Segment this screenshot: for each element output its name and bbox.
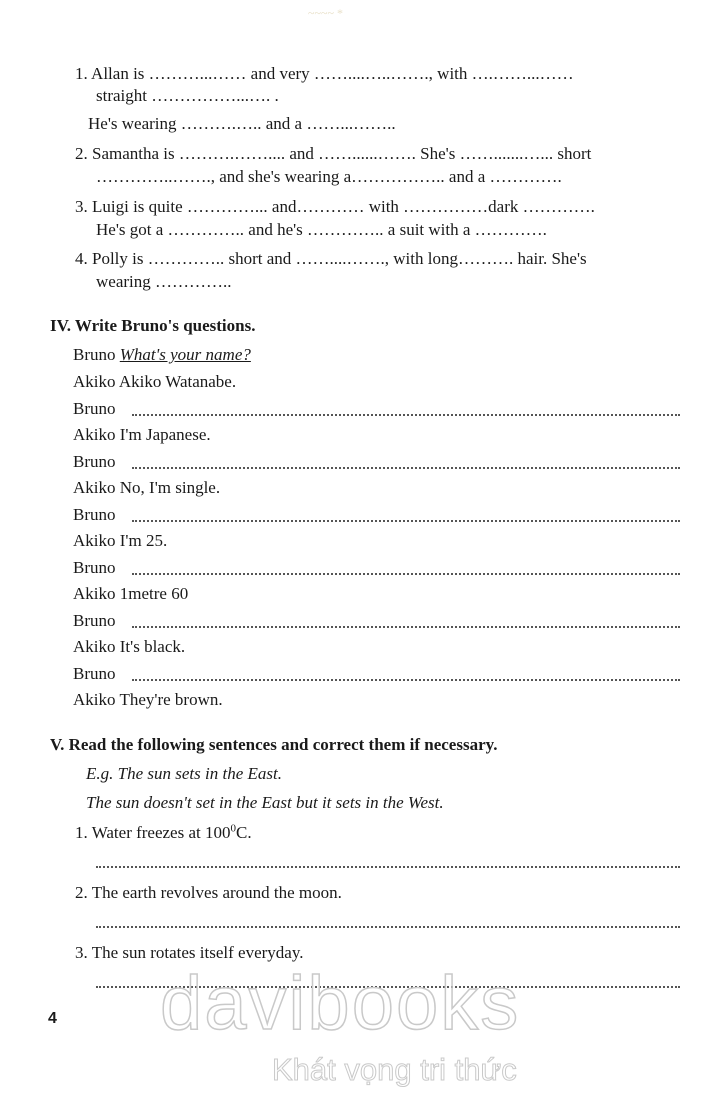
ex3-line-5: …………..……., and she's wearing a…………….. and a …………. (96, 167, 562, 186)
degree-superscript: 0 (230, 822, 236, 835)
dialog-answer-6 (73, 637, 185, 657)
dialog-question-2: Bruno (73, 452, 116, 471)
ex3-line-1: 1. Allan is ………...…… and very ……....…..……., with ….……...…… (75, 64, 574, 83)
dialog-question-1: Bruno (73, 399, 116, 418)
dialog-question-6: Bruno (73, 664, 116, 683)
answer-line[interactable] (96, 926, 680, 928)
answer-line[interactable] (132, 626, 680, 628)
speaker-label: Akiko (73, 584, 116, 603)
dialog-answer-7 (73, 690, 223, 710)
ex3-line-9: wearing ………….. (96, 272, 232, 291)
answer-line[interactable] (132, 679, 680, 681)
dialog-answer-3 (73, 478, 220, 498)
ex5-item-3: 3. The sun rotates itself everyday. (75, 943, 304, 962)
example-question: What's your name? (119, 345, 251, 364)
item-text: 1. Water freezes at 100 (75, 823, 231, 842)
answer-text: They're brown. (119, 690, 223, 709)
dialog-question-5: Bruno (73, 611, 116, 630)
ex5-item-1 (75, 823, 252, 843)
ex3-line-7: He's got a ………….. and he's ………….. a suit with a …………. (96, 220, 547, 239)
answer-line[interactable] (132, 573, 680, 575)
ex3-line-3: He's wearing ……….….. and a ……...…….. (88, 114, 396, 133)
ex3-line-4: 2. Samantha is ……….…….... and ……......……. She's …….......…... short (75, 144, 592, 163)
dialog-line-example (73, 345, 251, 365)
dialog-question-4: Bruno (73, 558, 116, 577)
answer-text: It's black. (119, 637, 186, 656)
answer-line[interactable] (132, 467, 680, 469)
ex5-item-2: 2. The earth revolves around the moon. (75, 883, 342, 902)
speaker-label: Akiko (73, 690, 116, 709)
page-number: 4 (48, 1010, 57, 1027)
answer-text: I'm 25. (119, 531, 168, 550)
answer-line[interactable] (132, 520, 680, 522)
ex3-line-2: straight ……………...…. . (96, 86, 279, 105)
speaker-label: Akiko (73, 425, 116, 444)
answer-text: No, I'm single. (119, 478, 221, 497)
dialog-answer-1 (73, 372, 236, 392)
ex5-example-statement: E.g. The sun sets in the East. (86, 764, 282, 783)
dialog-question-3: Bruno (73, 505, 116, 524)
header-mark: ~~~~ * (308, 6, 343, 20)
ex3-line-6: 3. Luigi is quite …………... and………… with ……………dark …………. (75, 197, 595, 216)
answer-text: I'm Japanese. (119, 425, 211, 444)
speaker-label: Akiko (73, 531, 116, 550)
ex5-example-correction: The sun doesn't set in the East but it sets in the West. (86, 793, 444, 812)
speaker-label: Akiko (73, 637, 116, 656)
speaker-label: Akiko (73, 372, 116, 391)
ex5-heading: V. Read the following sentences and correct them if necessary. (50, 735, 498, 754)
answer-line[interactable] (96, 866, 680, 868)
speaker-label: Akiko (73, 478, 116, 497)
dialog-answer-2 (73, 425, 211, 445)
answer-text: Akiko Watanabe. (118, 372, 237, 391)
answer-text: 1metre 60 (119, 584, 189, 603)
ex3-line-8: 4. Polly is ………….. short and ……....……., with long………. hair. She's (75, 249, 587, 268)
speaker-label: Bruno (73, 345, 116, 364)
ex4-heading: IV. Write Bruno's questions. (50, 316, 256, 335)
dialog-answer-5 (73, 584, 188, 604)
watermark-logo: davibooks (160, 961, 521, 1046)
watermark-tagline: Khát vọng tri thức (272, 1052, 517, 1087)
item-unit: C. (236, 823, 252, 842)
dialog-answer-4 (73, 531, 167, 551)
answer-line[interactable] (132, 414, 680, 416)
